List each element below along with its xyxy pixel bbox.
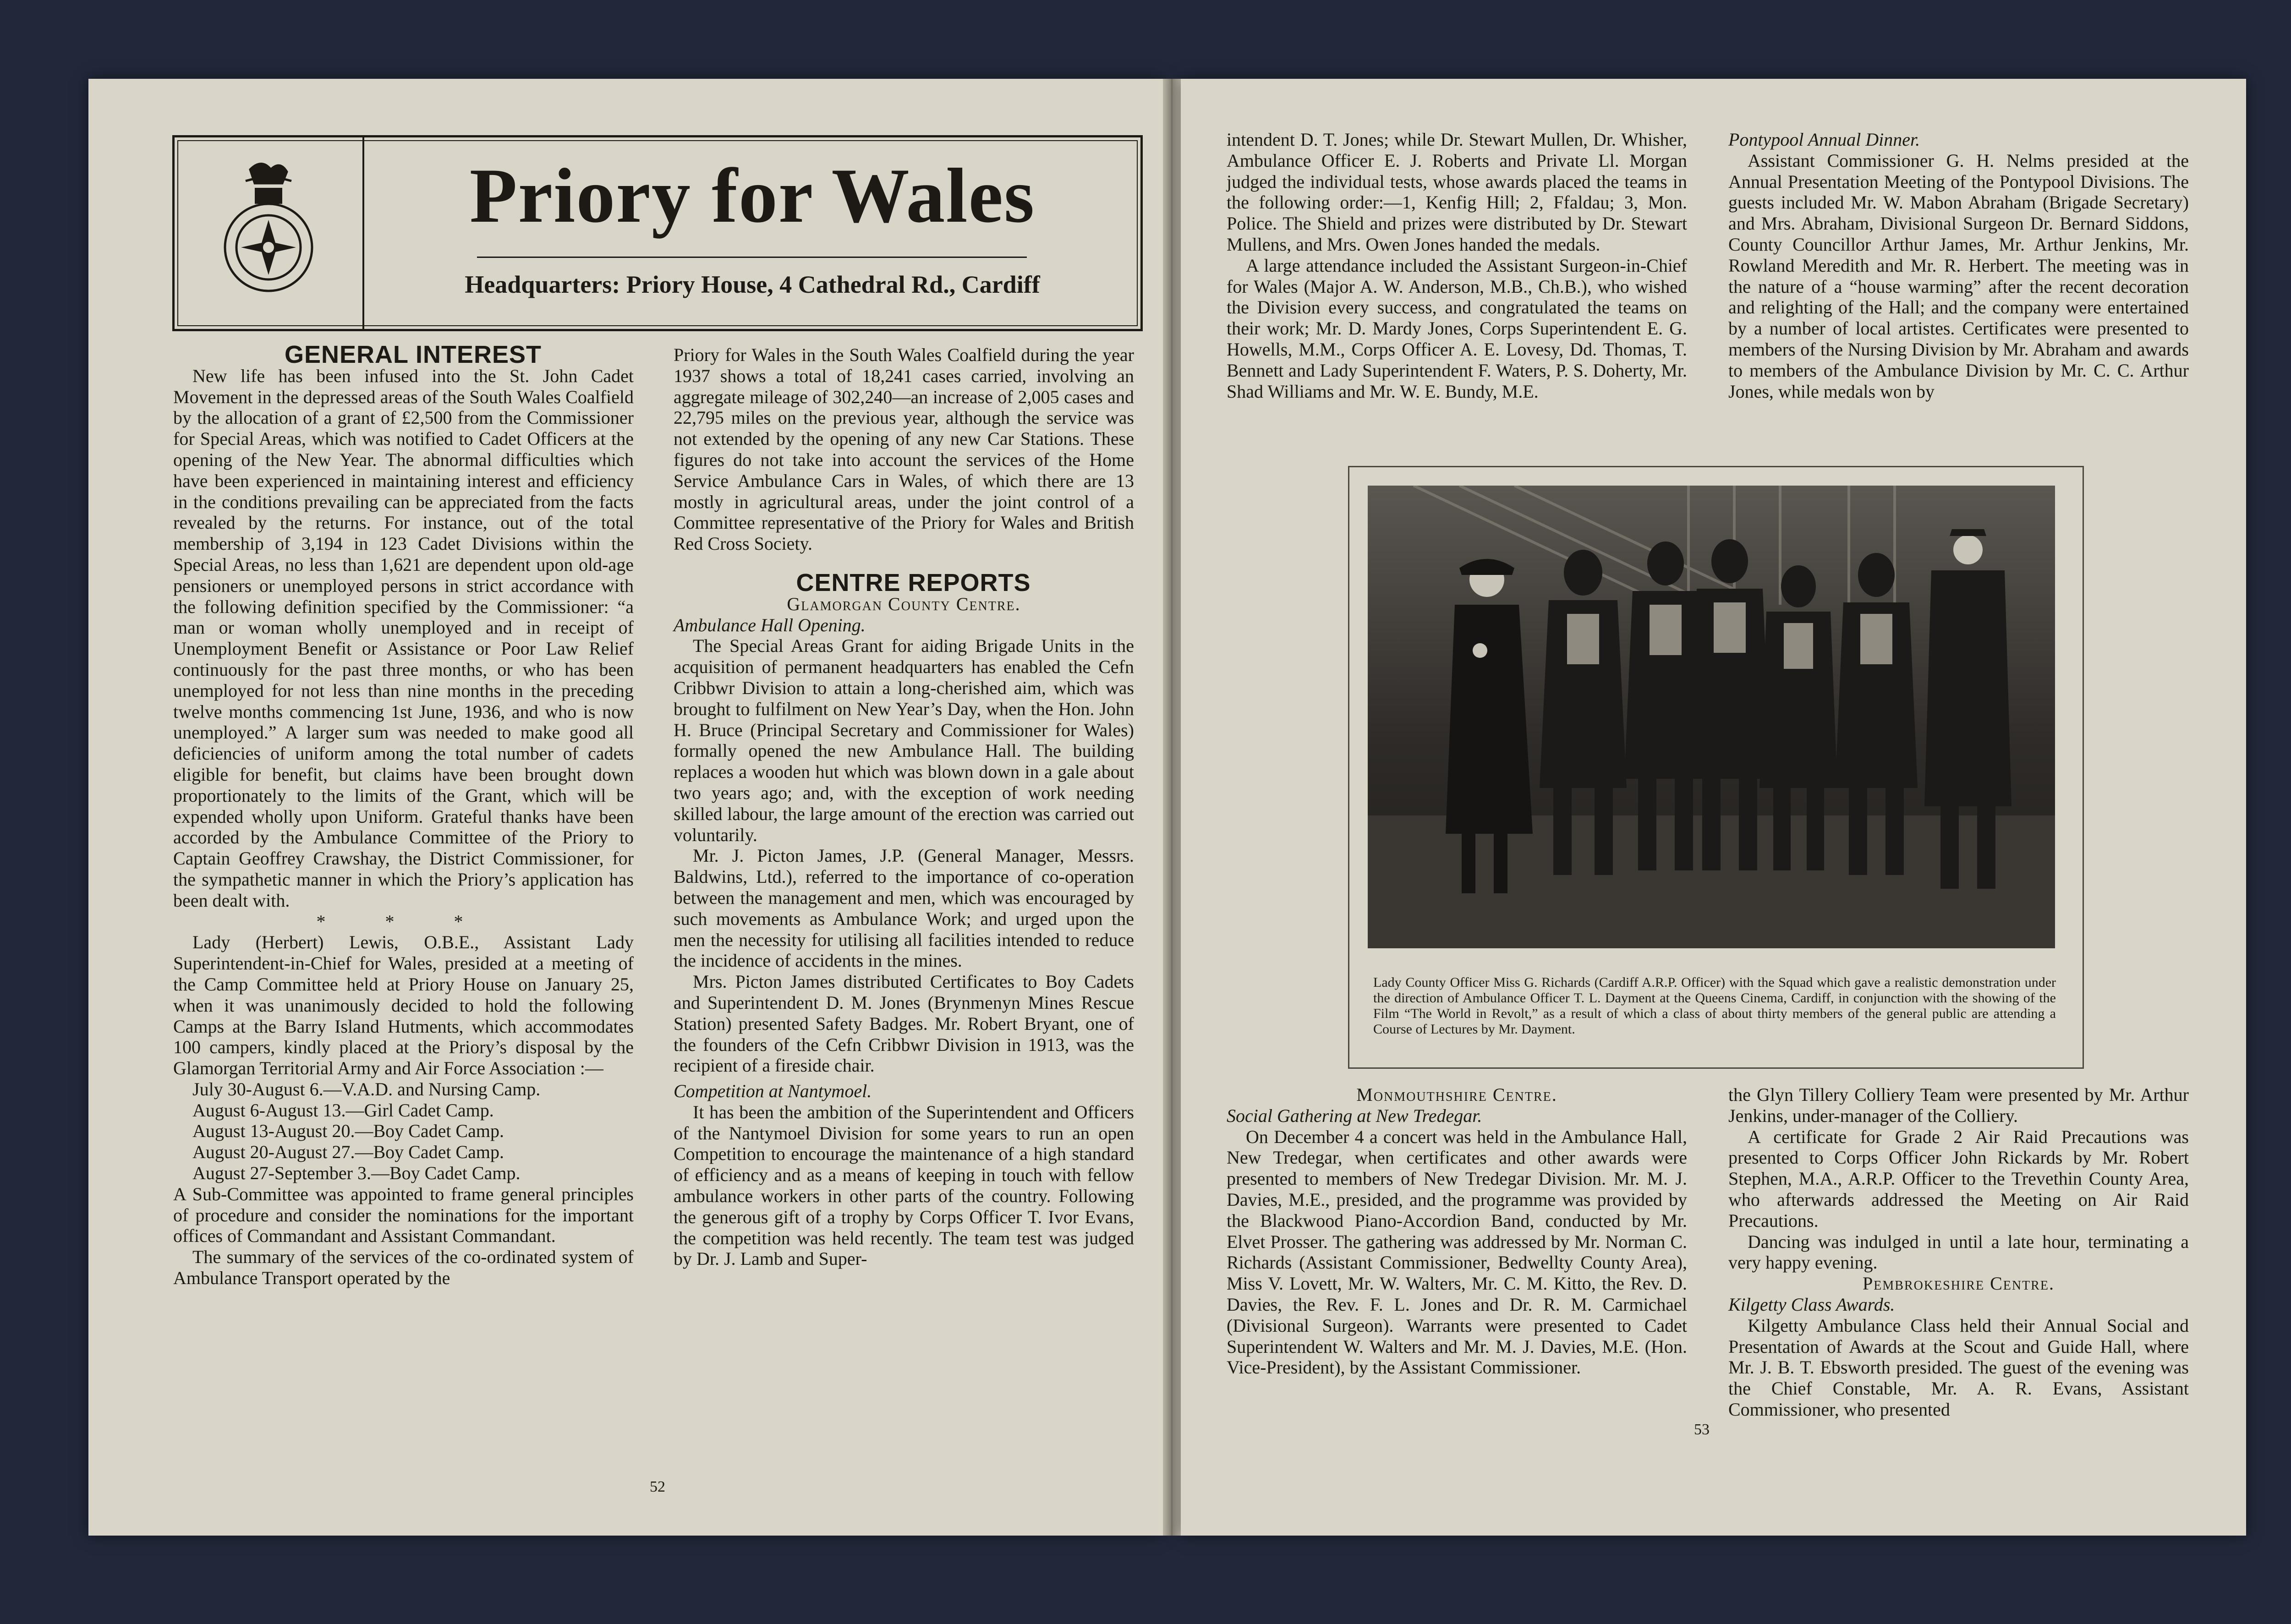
photo-caption: Lady County Officer Miss G. Richards (Cardiff A.R.P. Officer) with the Squad which gave a realistic demonstration under the direction of Ambulance Officer T. L. Dayment at the Queens Cinema, Cardiff, in conjunction with the showing of the Film “The World in Revolt,” as a result of which a class of about thirty members of the general public are attending a Course of Lectures by Mr. Dayment. bbox=[1373, 975, 2056, 1037]
paragraph: Dancing was indulged in until a late hour, terminating a very happy evening. bbox=[1728, 1231, 2189, 1273]
paragraph: New life has been infused into the St. John Cadet Movement in the depressed areas of the South Wales Coalfield by the allocation of a grant of £2,500 from the Commissioner for Special Areas, which was notified to Cadet Officers at the opening of the New Year. The abnormal difficulties which have been experienced in maintaining interest and efficiency in the conditions prevailing can be appreciated from the facts revealed by the returns. For instance, out of the total membership of 3,194 in 123 Cadet Divisions within the Special Areas, no less than 1,621 are dependent upon old-age pensioners or unemployed persons in strict accordance with the following definition specified by the Commissioner: “a man or woman wholly unemployed and in receipt of Unemployment Benefit or Assistance or Poor Law Relief continuously for the past three months, or who has been unemployed for not less than nine months in the preceding twelve months commencing 1st June, 1936, and who is now unemployed.” A larger sum was needed to make good all deficiencies of uniform among the total number of cadets eligible for benefit, but claims have been brought down proportionately to the limits of the Grant, which will be expended wholly upon Uniform. Grateful thanks have been accorded by the Ambulance Committee of the Priory to Captain Geoffrey Crawshay, the District Commissioner, for the sympathetic manner in which the Priory’s application has been dealt with. bbox=[173, 365, 634, 911]
section-separator: * * * bbox=[316, 911, 491, 932]
paragraph: A certificate for Grade 2 Air Raid Precautions was presented to Corps Officer John Rickards by Mr. Robert Stephen, M.A., A.R.P. Officer to the Trevethin County Area, who afterwards addressed the Meeting on Air Raid Precautions. bbox=[1728, 1126, 2189, 1231]
paragraph: Assistant Commissioner G. H. Nelms presided at the Annual Presentation Meeting of the Pontypool Divisions. The guests included Mr. W. Mabon Abraham (Brigade Secretary) and Mrs. Abraham, Divisional Surgeon Dr. Bernard Siddons, County Councillor Arthur James, Mr. Arthur Jenkins, Mr. Rowland Meredith and Mr. R. Herbert. The meeting was in the nature of a “house warming” after the recent decoration and relighting of the Hall; and the company were entertained by a number of local artistes. Certificates were presented to members of the Nursing Division by Mr. Abraham and awards to members of the Ambulance Division by Mr. C. C. Arthur Jones, while medals won by bbox=[1728, 150, 2189, 402]
page-number: 53 bbox=[1694, 1421, 1710, 1438]
paragraph: the Glyn Tillery Colliery Team were presented by Mr. Arthur Jenkins, under-manager of the Colliery. bbox=[1728, 1084, 2189, 1126]
report-subheading: Social Gathering at New Tredegar. bbox=[1227, 1105, 1482, 1126]
order-of-st-john-badge-icon bbox=[218, 156, 319, 307]
book-gutter bbox=[1163, 79, 1181, 1536]
camp-list-item: August 27-September 3.—Boy Cadet Camp. bbox=[192, 1163, 521, 1184]
paragraph: Mr. J. Picton James, J.P. (General Manager, Messrs. Baldwins, Ltd.), referred to the importance of co-operation between the management and men, which was encouraged by such movements as Ambulance Work; and urged upon the men the necessity for utilising all facilities intended to reduce the incidence of accidents in the mines. bbox=[674, 845, 1134, 971]
right-column-1-bottom bbox=[1227, 1084, 1687, 1378]
left-column-1 bbox=[173, 341, 634, 1289]
paragraph: Priory for Wales in the South Wales Coalfield during the year 1937 shows a total of 18,241 cases carried, involving an aggregate mileage of 302,240—an increase of 2,005 cases and 22,795 miles on the previous year, although the service was not extended by the opening of any new Car Stations. These figures do not take into account the services of the Home Service Ambulance Cars in Wales, of which there are 13 mostly in agricultural areas, under the joint control of a Committee representative of the Priory for Wales and British Red Cross Society. bbox=[674, 344, 1134, 554]
report-subheading: Ambulance Hall Opening. bbox=[674, 614, 866, 635]
paragraph: Mrs. Picton James distributed Certificates to Boy Cadets and Superintendent D. M. Jones (Brynmenyn Mines Rescue Station) presented Safety Badges. Mr. Robert Bryant, one of the founders of the Cefn Cribbwr Division in 1913, was the recipient of a fireside chair. bbox=[674, 971, 1134, 1076]
paragraph: Kilgetty Ambulance Class held their Annual Social and Presentation of Awards at the Scout and Guide Hall, where Mr. J. B. T. Ebsworth presided. The guest of the evening was the Chief Constable, Mr. A. R. Evans, Assistant Commissioner, who presented bbox=[1728, 1315, 2189, 1420]
paragraph: intendent D. T. Jones; while Dr. Stewart Mullen, Dr. Whisher, Ambulance Officer E. J. Roberts and Private Ll. Morgan judged the individual tests, whose awards placed the teams in the following order:—1, Kenfig Hill; 2, Ffaldau; 3, Mon. Police. The Shield and prizes were distributed by Dr. Stewart Mullens, and Mrs. Owen Jones handed the medals. bbox=[1227, 129, 1687, 255]
paragraph: A large attendance included the Assistant Surgeon-in-Chief for Wales (Major A. W. Anderson, M.B., Ch.B.), who wished the Division every success, and congratulated the teams on their work; Mr. D. Mardy Jones, Corps Superintendent E. G. Howells, M.M., Corps Officer A. E. Lovesy, Dd. Thomas, T. Bennett and Lady Superintendent F. Waters, P. S. Doherty, Mr. Shad Williams and Mr. W. E. Bundy, M.E. bbox=[1227, 255, 1687, 402]
section-heading-general-interest: GENERAL INTEREST bbox=[284, 341, 542, 368]
paragraph: The summary of the services of the co-ordinated system of Ambulance Transport operated by the bbox=[173, 1247, 634, 1289]
squad-photograph bbox=[1368, 486, 2055, 948]
right-page bbox=[1181, 79, 2246, 1536]
masthead bbox=[172, 135, 1143, 331]
paragraph: A Sub-Committee was appointed to frame general principles of procedure and consider the nominations for the important offices of Commandant and Assistant Commandant. bbox=[173, 1183, 634, 1247]
camp-list-item: July 30-August 6.—V.A.D. and Nursing Camp. bbox=[192, 1078, 541, 1099]
right-column-2-bottom bbox=[1728, 1084, 2189, 1420]
paragraph: Lady (Herbert) Lewis, O.B.E., Assistant Lady Superintendent-in-Chief for Wales, presided at a meeting of the Camp Committee held at Priory House on January 25, when it was unanimously decided to hold the following Camps at the Barry Island Hutments, which accommodates 100 campers, kindly placed at the Priory’s disposal by the Glamorgan Territorial Army and Air Force Association :— bbox=[173, 932, 634, 1079]
left-column-2 bbox=[674, 344, 1134, 1269]
paragraph: The Special Areas Grant for aiding Brigade Units in the acquisition of permanent headquarters has enabled the Cefn Cribbwr Division to attain a long-cherished aim, which was brought to fulfilment on New Year’s Day, when the Hon. John H. Bruce (Principal Secretary and Commissioner for Wales) formally opened the new Ambulance Hall. The building replaces a wooden hut which was blown down in a gale about two years ago; and, with the exception of work needing skilled labour, the large amount of the erection was carried out voluntarily. bbox=[674, 635, 1134, 845]
right-column-2-top bbox=[1728, 129, 2189, 402]
left-page bbox=[88, 79, 1163, 1536]
paragraph: It has been the ambition of the Superintendent and Officers of the Nantymoel Division for some years to run an open Competition to encourage the maintenance of a high standard of efficiency and as a means of keeping in touch with fellow ambulance workers in other parts of the country. Following the generous gift of a trophy by Corps Officer T. Ivor Evans, the competition was held recently. The team test was judged by Dr. J. Lamb and Super- bbox=[674, 1101, 1134, 1269]
camp-list-item: August 6-August 13.—Girl Cadet Camp. bbox=[192, 1099, 494, 1121]
squad-photograph-image bbox=[1368, 486, 2055, 948]
masthead-subtitle: Headquarters: Priory House, 4 Cathedral Rd., Cardiff bbox=[465, 271, 1040, 298]
masthead-rule bbox=[477, 257, 1027, 258]
centre-name: Glamorgan County Centre. bbox=[787, 593, 1021, 614]
masthead-title: Priory for Wales bbox=[469, 153, 1036, 239]
report-subheading: Kilgetty Class Awards. bbox=[1728, 1294, 1895, 1315]
page-number: 52 bbox=[650, 1478, 665, 1495]
photo-frame bbox=[1348, 466, 2084, 1069]
camp-list-item: August 20-August 27.—Boy Cadet Camp. bbox=[192, 1142, 504, 1163]
report-subheading: Pontypool Annual Dinner. bbox=[1728, 129, 1920, 150]
centre-name: Pembrokeshire Centre. bbox=[1863, 1273, 2055, 1294]
centre-name: Monmouthshire Centre. bbox=[1356, 1084, 1557, 1105]
right-column-1-top bbox=[1227, 129, 1687, 402]
camp-list-item: August 13-August 20.—Boy Cadet Camp. bbox=[192, 1121, 504, 1142]
section-heading-centre-reports: CENTRE REPORTS bbox=[796, 569, 1031, 596]
paragraph: On December 4 a concert was held in the Ambulance Hall, New Tredegar, when certificates and other awards were presented to members of New Tredegar Division. Mr. M. J. Davies, M.E., presided, and the programme was provided by the Blackwood Piano-Accordion Band, conducted by Mr. Elvet Prosser. The gathering was addressed by Mr. Norman C. Richards (Assistant Commissioner, Bedwellty County Area), Miss V. Lovett, Mr. W. Walters, Mr. C. M. Kitto, the Rev. D. Davies, the Rev. F. L. Jones and Dr. R. M. Carmichael (Divisional Surgeon). Warrants were presented to Cadet Superintendent W. Walters and Mr. M. J. Davies, M.E. (Hon. Vice-President), by the Assistant Commissioner. bbox=[1227, 1126, 1687, 1378]
report-subheading: Competition at Nantymoel. bbox=[674, 1081, 872, 1102]
